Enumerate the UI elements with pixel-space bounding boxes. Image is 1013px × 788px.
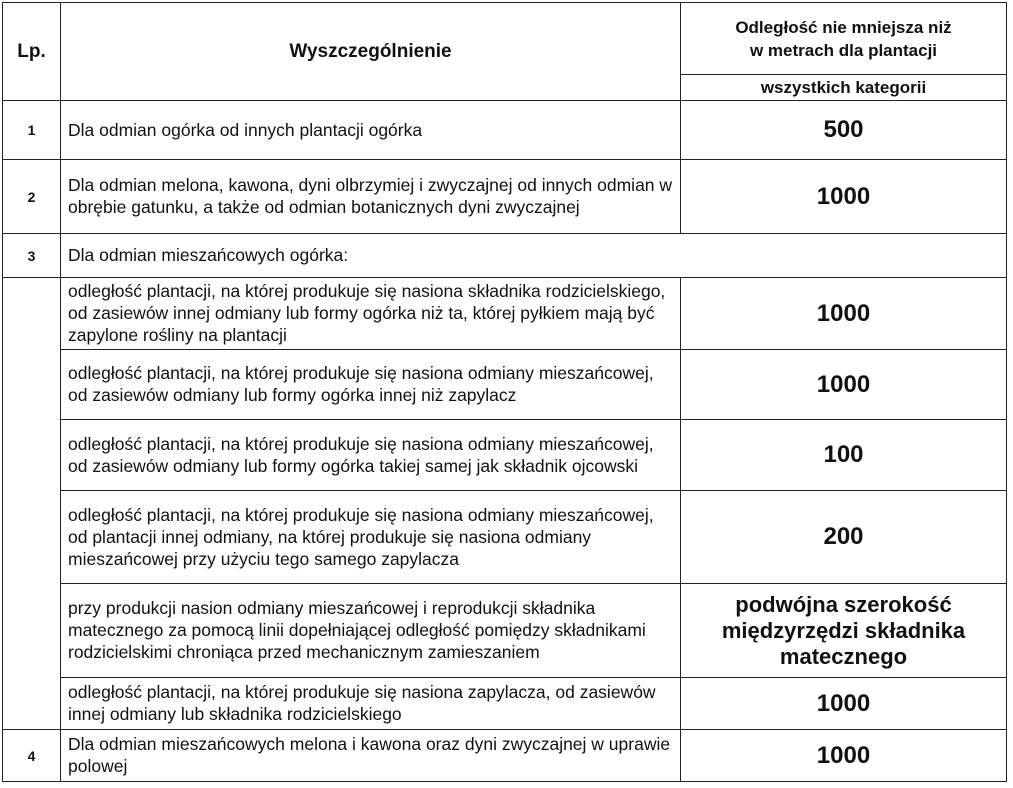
table-row xyxy=(3,234,1007,278)
row-value: podwójna szerokość międzyrzędzi składnika matecznego xyxy=(681,584,1007,678)
row-text: Dla odmian mieszańcowych ogórka: xyxy=(61,234,1007,278)
row-lp: 3 xyxy=(3,234,61,278)
table-row xyxy=(3,678,1007,730)
header-distance-line2: w metrach dla plantacji xyxy=(749,40,938,60)
header-specification: Wyszczególnienie xyxy=(61,3,681,101)
header-distance xyxy=(681,3,1007,75)
row-value: 500 xyxy=(681,101,1007,160)
row-text: odległość plantacji, na której produkuje się nasiona zapylacza, od zasiewów innej odmiany lub składnika rodzicielskiego xyxy=(61,678,681,730)
table-row xyxy=(3,420,1007,491)
row-text: odległość plantacji, na której produkuje się nasiona odmiany mieszańcowej, od plantacji innej odmiany, na której produkuje się nasiona odmiany mieszańcowej przy użyciu tego samego zapylacza xyxy=(61,491,681,584)
header-lp: Lp. xyxy=(3,3,61,101)
header-all-categories: wszystkich kategorii xyxy=(681,75,1007,101)
header-distance-line1: Odległość nie mniejsza niż xyxy=(735,17,952,37)
row-value: 200 xyxy=(681,491,1007,584)
row-lp: 1 xyxy=(3,101,61,160)
table-row xyxy=(3,584,1007,678)
row-value: 1000 xyxy=(681,278,1007,350)
header-row xyxy=(3,3,1007,75)
isolation-distance-table xyxy=(2,2,1007,782)
row-value: 1000 xyxy=(681,160,1007,234)
row-text: Dla odmian mieszańcowych melona i kawona oraz dyni zwyczajnej w uprawie polowej xyxy=(61,730,681,782)
row-lp: 2 xyxy=(3,160,61,234)
row-lp-empty xyxy=(3,278,61,730)
row-value: 1000 xyxy=(681,730,1007,782)
row-value: 100 xyxy=(681,420,1007,491)
row-text: odległość plantacji, na której produkuje się nasiona składnika rodzicielskiego, od zasiewów innej odmiany lub formy ogórka niż ta, której pyłkiem mają być zapylone rośliny na plantacji xyxy=(61,278,681,350)
row-text: odległość plantacji, na której produkuje się nasiona odmiany mieszańcowej, od zasiewów odmiany lub formy ogórka takiej samej jak składnik ojcowski xyxy=(61,420,681,491)
row-text: Dla odmian ogórka od innych plantacji ogórka xyxy=(61,101,681,160)
table-row xyxy=(3,350,1007,420)
row-lp: 4 xyxy=(3,730,61,782)
table-row xyxy=(3,160,1007,234)
row-value: 1000 xyxy=(681,350,1007,420)
table-row xyxy=(3,491,1007,584)
row-text: przy produkcji nasion odmiany mieszańcowej i reprodukcji składnika matecznego za pomocą linii dopełniającej odległość pomiędzy składnikami rodzicielskimi chroniąca przed mechanicznym zamieszaniem xyxy=(61,584,681,678)
row-text: odległość plantacji, na której produkuje się nasiona odmiany mieszańcowej, od zasiewów odmiany lub formy ogórka innej niż zapylacz xyxy=(61,350,681,420)
row-value: 1000 xyxy=(681,678,1007,730)
row-text: Dla odmian melona, kawona, dyni olbrzymiej i zwyczajnej od innych odmian w obrębie gatunku, a także od odmian botanicznych dyni zwyczajnej xyxy=(61,160,681,234)
table-row xyxy=(3,730,1007,782)
table-row xyxy=(3,278,1007,350)
table-row xyxy=(3,101,1007,160)
